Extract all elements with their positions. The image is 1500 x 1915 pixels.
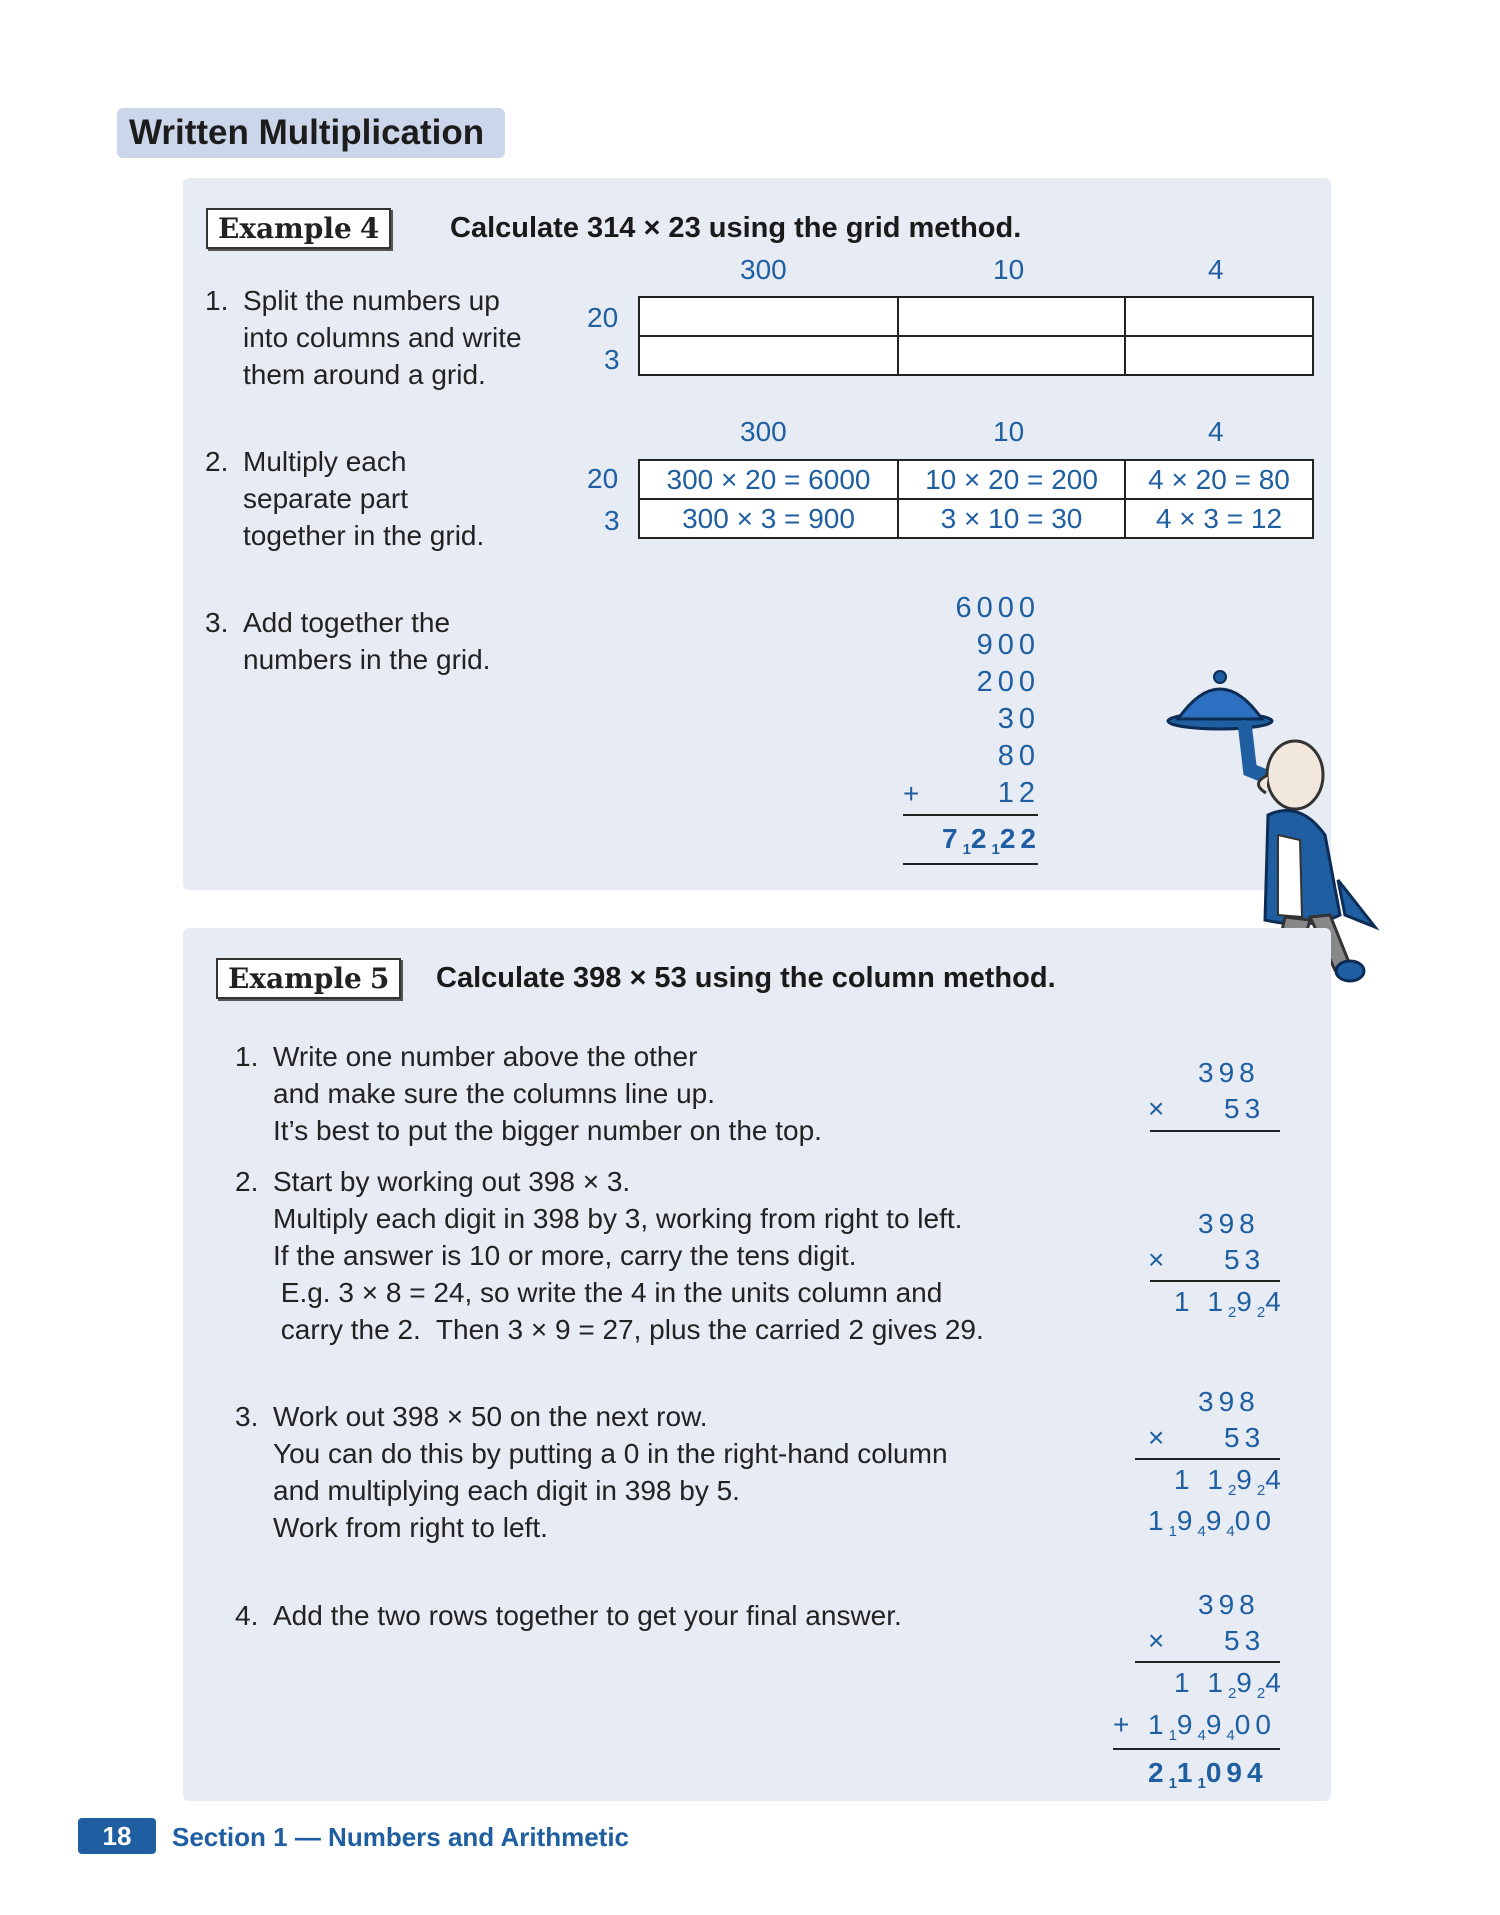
working-rule [1135,1661,1280,1663]
example-5-label [216,958,401,999]
sum-double-rule [903,863,1038,865]
times-sign: × [1148,1625,1170,1656]
multiplicand: 398 [1198,1386,1260,1417]
grid1-col-header: 4 [1208,254,1224,285]
multiplicand: 398 [1198,1208,1260,1239]
grid-cell [1125,297,1313,336]
grid-cell [898,336,1125,375]
empty-grid [638,296,1314,376]
addend: 200 [976,666,1040,698]
working-rule [1150,1280,1280,1282]
grid2-col-header: 10 [993,416,1025,447]
section-title: Section 1 — Numbers and Arithmetic [172,1822,630,1852]
working-rule [1150,1130,1280,1132]
page-title: Written Multiplication [117,108,505,158]
grid1-col-header: 10 [993,254,1025,285]
addend: 12 [997,777,1040,809]
grid-cell: 4 × 3 = 12 [1125,499,1313,538]
example-5-heading: Calculate 398 × 53 using the column method. [436,962,1056,994]
addend: 900 [976,629,1040,661]
final-rule [1113,1748,1280,1750]
grid-cell: 300 × 3 = 900 [639,499,898,538]
multiplier: 53 [1224,1093,1266,1124]
example-4-heading: Calculate 314 × 23 using the grid method. [450,212,1022,244]
example-5-step-2: 2. Start by working out 398 × 3. Multiply each digit in 398 by 3, working from right to left. If the answer is 10 or more, carry the tens digit. E.g. 3 × 8 = 24, so write the 4 in the units column and carry the 2. Then 3 × 9 = 27, plus the carried 2 gives 29. [235,1166,984,1345]
addend: 6000 [955,592,1040,624]
page-number: 18 [78,1818,156,1854]
grid-cell: 4 × 20 = 80 [1125,460,1313,499]
addition-column [920,590,1040,812]
filled-grid [638,459,1314,539]
grid-cell: 3 × 10 = 30 [898,499,1125,538]
example-4-step-3: 3. Add together the numbers in the grid. [205,607,491,675]
grid1-row-header: 20 [587,302,619,333]
example-4-step-1: 1. Split the numbers up into columns and write them around a grid. [205,285,522,390]
addend: 80 [997,740,1040,772]
times-sign: × [1148,1244,1170,1275]
example-5-step-3: 3. Work out 398 × 50 on the next row. You can do this by putting a 0 in the right-hand column and multiplying each digit in 398 by 5. Work from right to left. [235,1401,948,1543]
grid-cell: 300 × 20 = 6000 [639,460,898,499]
multiplicand: 398 [1198,1057,1260,1088]
example-5-step-4: 4. Add the two rows together to get your final answer. [235,1600,902,1631]
grid-cell [898,297,1125,336]
plus-sign: + [903,778,925,809]
grid-cell [639,336,898,375]
final-answer: $2_11_1094$ [1148,1757,1268,1792]
example-4-step-2: 2. Multiply each separate part together in the grid. [205,446,485,551]
times-sign: × [1148,1422,1170,1453]
sum-result: $7_12_122$ [942,823,1041,858]
addend: 30 [997,703,1040,735]
example-label-number: 4 [359,212,380,245]
times-sign: × [1148,1093,1170,1124]
working-rule [1135,1458,1280,1460]
example-4-label [206,208,391,249]
multiplicand: 398 [1198,1589,1260,1620]
multiplier: 53 [1224,1244,1266,1275]
partial-product-1: 1 $1_29_24$ [1174,1667,1286,1702]
grid2-col-header: 300 [740,416,787,447]
grid2-col-header: 4 [1208,416,1224,447]
plus-sign: + [1113,1709,1135,1740]
partial-product-1: 1 $1_29_24$ [1174,1286,1286,1321]
grid1-row-header: 3 [604,344,620,375]
grid-cell [639,297,898,336]
multiplier: 53 [1224,1625,1266,1656]
partial-product-2: $1_19_49_400$ [1148,1505,1276,1540]
partial-product-2: $1_19_49_400$ [1148,1709,1276,1744]
grid1-col-header: 300 [740,254,787,285]
sum-rule [903,814,1038,816]
example-5-step-1: 1. Write one number above the other and make sure the columns line up. It’s best to put the bigger number on the top. [235,1041,822,1146]
grid2-row-header: 20 [587,463,619,494]
example-label-word: Example [218,212,352,245]
grid-cell: 10 × 20 = 200 [898,460,1125,499]
example-label-word: Example [228,962,362,995]
grid-cell [1125,336,1313,375]
grid2-row-header: 3 [604,505,620,536]
partial-product-1: 1 $1_29_24$ [1174,1464,1286,1499]
multiplier: 53 [1224,1422,1266,1453]
example-label-number: 5 [369,962,390,995]
